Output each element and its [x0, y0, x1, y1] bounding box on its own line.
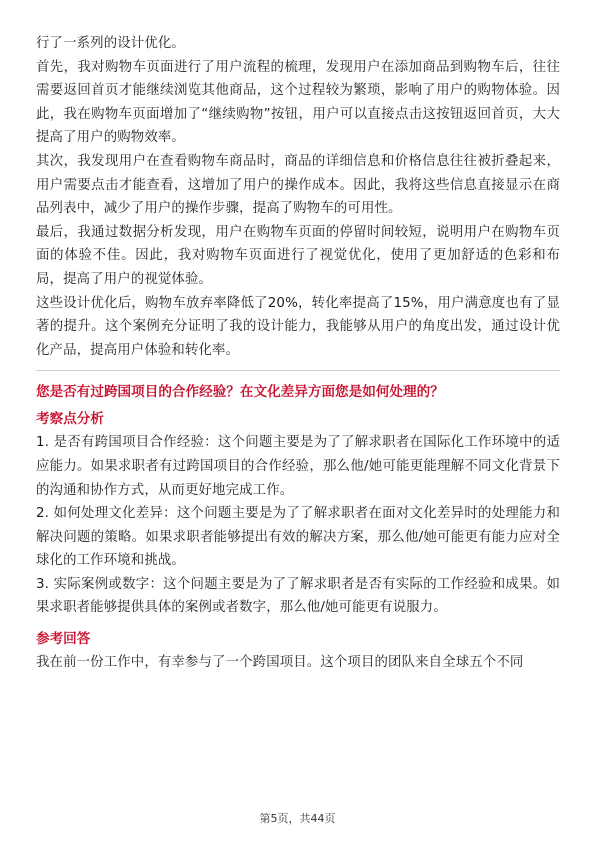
- question-title: 您是否有过跨国项目的合作经验？在文化差异方面您是如何处理的？: [36, 384, 444, 401]
- answer-heading: 参考回答: [36, 631, 91, 648]
- page-number-footer: 第5页，共44页: [259, 812, 336, 825]
- body-paragraph-3: 最后，我通过数据分析发现，用户在购物车页面的停留时间较短，说明用户在购物车页面的体验不佳。因此，我对购物车页面进行了视觉优化，使用了更加舒适的色彩和布局，提高了用户的视觉体验。: [36, 224, 560, 287]
- analysis-item-2: 2. 如何处理文化差异：这个问题主要是为了了解求职者在面对文化差异时的处理能力和解决问题的策略。如果求职者能够提出有效的解决方案，那么他/她可能更有能力应对全球化的工作环境和挑战。: [36, 506, 560, 569]
- body-paragraph-0: 行了一系列的设计优化。: [36, 36, 185, 51]
- analysis-item-1: 1. 是否有跨国项目合作经验：这个问题主要是为了了解求职者在国际化工作环境中的适应能力。如果求职者有过跨国项目的合作经验，那么他/她可能更能理解不同文化背景下的沟通和协作方式，从而更好地完成工作。: [36, 435, 560, 498]
- body-paragraph-1: 首先，我对购物车页面进行了用户流程的梳理，发现用户在添加商品到购物车后，往往需要返回首页才能继续浏览其他商品，这个过程较为繁琐，影响了用户的购物体验。因此，我在购物车页面增加了“继续购物”按钮，用户可以直接点击这按钮返回首页，大大提高了用户的购物效率。: [36, 59, 560, 146]
- section-divider: [36, 370, 560, 371]
- body-paragraph-4: 这些设计优化后，购物车放弃率降低了20%，转化率提高了15%，用户满意度也有了显著的提升。这个案例充分证明了我的设计能力，我能够从用户的角度出发，通过设计优化产品，提高用户体验和转化率。: [36, 295, 560, 358]
- analysis-heading: 考察点分析: [36, 411, 104, 428]
- document-page: [36, 32, 560, 675]
- analysis-item-3: 3. 实际案例或数字：这个问题主要是为了了解求职者是否有实际的工作经验和成果。如果求职者能够提供具体的案例或者数字，那么他/她可能更有说服力。: [36, 576, 560, 616]
- body-paragraph-2: 其次，我发现用户在查看购物车商品时，商品的详细信息和价格信息往往被折叠起来，用户需要点击才能查看，这增加了用户的操作成本。因此，我将这些信息直接显示在商品列表中，减少了用户的操作步骤，提高了购物车的可用性。: [36, 153, 560, 217]
- answer-paragraph: 我在前一份工作中，有幸参与了一个跨国项目。这个项目的团队来自全球五个不同: [36, 655, 524, 671]
